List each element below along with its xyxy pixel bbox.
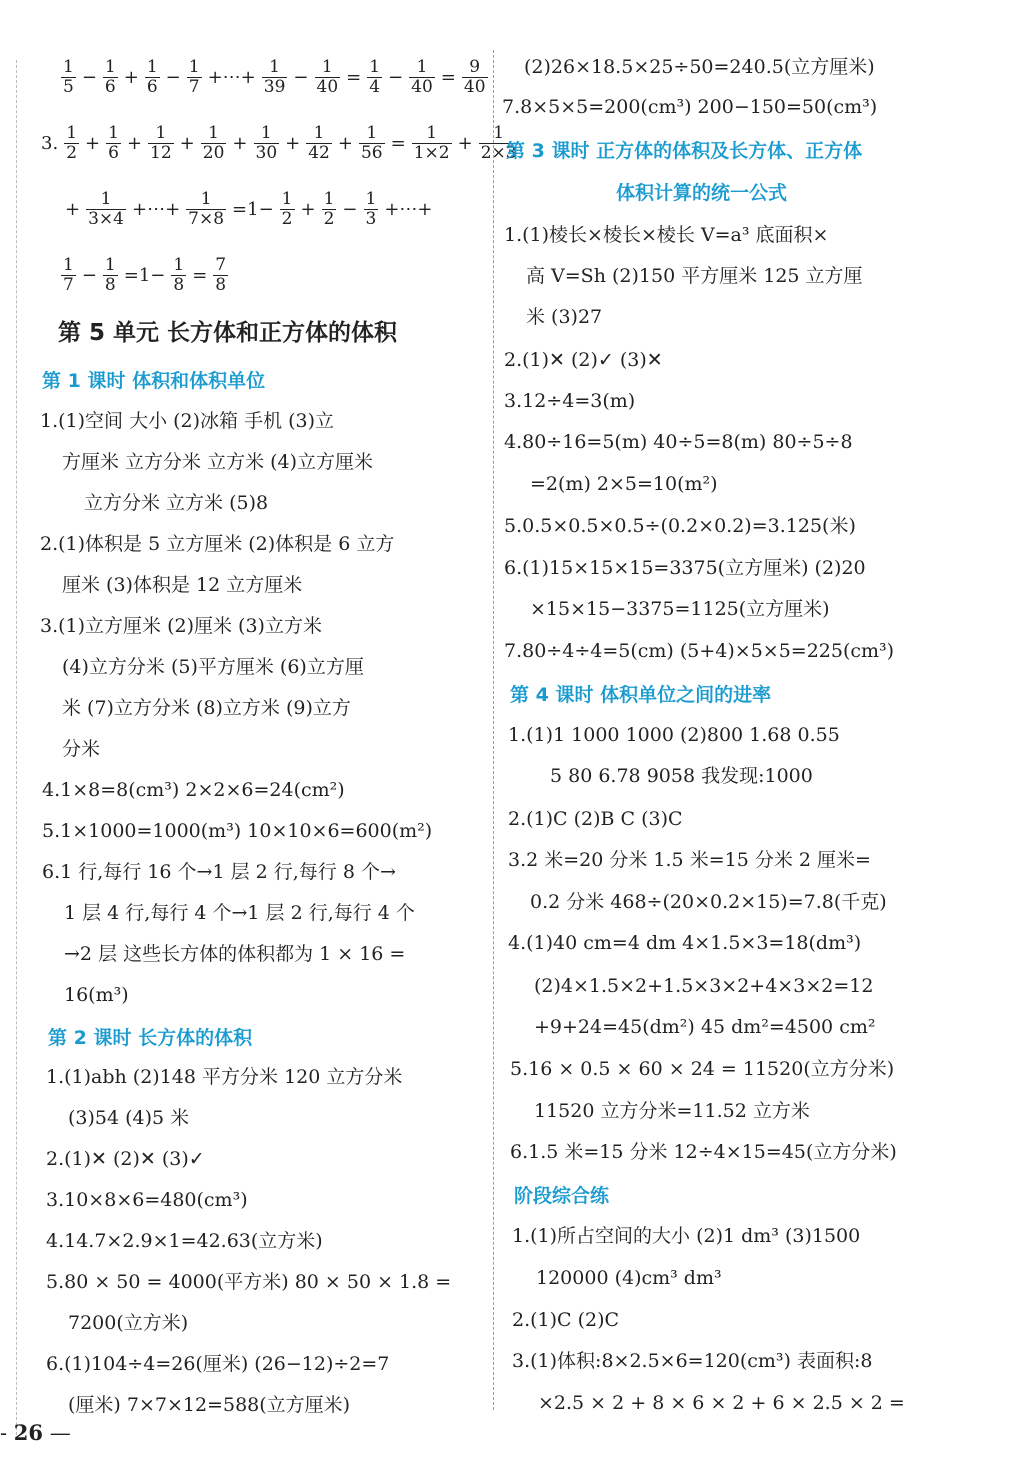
fraction-numerator: 1	[63, 57, 74, 77]
math-operator: =	[192, 264, 208, 286]
fraction	[364, 190, 379, 229]
lesson-3-heading: 第 3 课时 正方体的体积及长方体、正方体	[506, 140, 863, 162]
stage-review-heading: 阶段综合练	[514, 1185, 610, 1207]
fraction	[186, 190, 226, 229]
fraction-row-4	[58, 256, 231, 295]
answer-line: 3.(1)体积:8×2.5×6=120(cm³) 表面积:8	[512, 1350, 873, 1372]
math-operator: +	[300, 198, 316, 220]
answer-line: 4.14.7×2.9×1=42.63(立方米)	[46, 1230, 323, 1252]
fraction-numerator: 1	[86, 190, 126, 210]
fraction	[213, 256, 228, 295]
fraction	[262, 58, 288, 97]
lesson-1-heading: 第 1 课时 体积和体积单位	[42, 370, 266, 392]
lesson-4-heading: 第 4 课时 体积单位之间的进率	[510, 684, 772, 706]
answer-line: 1.(1)abh (2)148 平方分米 120 立方分米	[46, 1066, 403, 1088]
answer-line: 4.1×8=8(cm³) 2×2×6=24(cm²)	[42, 779, 345, 801]
answer-line: 1 层 4 行,每行 4 个→1 层 2 行,每行 4 个	[64, 902, 415, 924]
answer-line: (厘米) 7×7×12=588(立方厘米)	[68, 1394, 351, 1416]
answer-line: ×15×15−3375=1125(立方厘米)	[530, 598, 830, 620]
fraction-numerator: 1	[108, 123, 119, 143]
fraction-numerator: 1	[173, 255, 185, 275]
answer-line: 0.2 分米 468÷(20×0.2×15)=7.8(千克)	[530, 891, 887, 913]
fraction	[64, 124, 79, 163]
fraction-denominator: 56	[360, 143, 383, 163]
math-operator: +	[123, 66, 139, 88]
answer-line: 1.(1)棱长×棱长×棱长 V=a³ 底面积×	[504, 224, 829, 246]
page-edge-guide	[16, 60, 17, 1440]
fraction-numerator: 1	[186, 190, 226, 210]
fraction-denominator: 40	[463, 77, 486, 97]
math-operator: −	[293, 66, 309, 88]
fraction	[315, 58, 341, 97]
fraction-denominator: 39	[263, 77, 286, 97]
fraction	[462, 58, 488, 97]
answer-line: 6.(1)104÷4=26(厘米) (26−12)÷2=7	[46, 1353, 390, 1375]
fraction	[367, 58, 382, 97]
answer-line: 5.0.5×0.5×0.5÷(0.2×0.2)=3.125(米)	[504, 515, 856, 537]
answer-line: (2)26×18.5×25÷50=240.5(立方厘米)	[524, 56, 875, 78]
answer-line: 1.(1)1 1000 1000 (2)800 1.68 0.55	[508, 724, 840, 746]
answer-line: 1.(1)所占空间的大小 (2)1 dm³ (3)1500	[512, 1225, 861, 1247]
fraction	[306, 124, 332, 163]
fraction-numerator: 1	[479, 124, 519, 144]
fraction	[171, 256, 186, 295]
fraction-numerator: 1	[254, 124, 280, 144]
fraction-numerator: 1	[201, 124, 227, 144]
fraction-numerator: 1	[66, 123, 78, 143]
fraction-denominator: 8	[104, 275, 116, 295]
answer-line: 6.(1)15×15×15=3375(立方厘米) (2)20	[504, 557, 866, 579]
page-number: - 26 —	[0, 1420, 71, 1445]
fraction-numerator: 9	[462, 58, 488, 78]
fraction-denominator: 3	[365, 209, 377, 229]
fraction	[412, 124, 452, 163]
answer-line: 3.2 米=20 分米 1.5 米=15 分米 2 厘米=	[508, 849, 871, 871]
fraction	[148, 124, 174, 163]
answer-line: (2)4×1.5×2+1.5×3×2+4×3×2=12	[534, 975, 874, 997]
fraction-denominator: 7×8	[188, 209, 225, 229]
answer-line: 5.1×1000=1000(m³) 10×10×6=600(m²)	[42, 820, 433, 842]
fraction	[103, 58, 118, 97]
fraction-numerator: 1	[148, 124, 174, 144]
fraction-numerator: 1	[315, 58, 341, 78]
answer-line: =2(m) 2×5=10(m²)	[530, 473, 718, 495]
answer-line: ×2.5 × 2 + 8 × 6 × 2 + 6 × 2.5 × 2 =	[538, 1392, 905, 1414]
fraction	[254, 124, 280, 163]
answer-line: 6.1.5 米=15 分米 12÷4×15=45(立方分米)	[510, 1141, 897, 1163]
fraction	[409, 58, 435, 97]
lesson-3-heading-cont: 体积计算的统一公式	[616, 182, 788, 204]
answer-line: 2.(1)✕ (2)✓ (3)✕	[504, 349, 663, 371]
answer-line: →2 层 这些长方体的体积都为 1 × 16 =	[64, 943, 406, 965]
answer-line: 3.(1)立方厘米 (2)厘米 (3)立方米	[40, 615, 322, 637]
fraction-denominator: 3×4	[88, 209, 124, 229]
fraction-numerator: 1	[369, 57, 381, 77]
answer-line: 4.80÷16=5(m) 40÷5=8(m) 80÷5÷8	[504, 431, 853, 453]
answer-line: 6.1 行,每行 16 个→1 层 2 行,每行 8 个→	[42, 861, 396, 883]
fraction-numerator: 1	[409, 58, 435, 78]
fraction-denominator: 40	[316, 77, 339, 97]
fraction-denominator: 12	[150, 143, 172, 163]
fraction	[61, 58, 76, 97]
math-operator: +	[179, 132, 195, 154]
fraction-denominator: 2	[323, 209, 335, 229]
fraction-denominator: 2×3	[480, 143, 517, 163]
fraction	[201, 124, 227, 163]
fraction	[145, 58, 160, 97]
fraction-denominator: 5	[63, 77, 74, 97]
answer-line: 米 (3)27	[526, 306, 603, 328]
answer-line: (3)54 (4)5 米	[68, 1107, 190, 1129]
math-operator: +	[232, 132, 248, 154]
answer-line: 11520 立方分米=11.52 立方米	[534, 1100, 810, 1122]
math-operator: =1−	[123, 264, 166, 286]
fraction-denominator: 4	[369, 77, 381, 97]
math-operator: +⋯+	[384, 198, 433, 220]
fraction	[359, 124, 385, 163]
fraction-numerator: 1	[104, 57, 116, 77]
answer-line: 分米	[62, 738, 101, 760]
math-operator: −	[81, 66, 97, 88]
fraction-denominator: 7	[63, 275, 74, 295]
problem-number: +	[65, 198, 81, 220]
math-operator: −	[342, 198, 358, 220]
fraction-denominator: 20	[202, 143, 225, 163]
fraction	[86, 190, 126, 229]
fraction-denominator: 7	[188, 77, 200, 97]
answer-line: 米 (7)立方分米 (8)立方米 (9)立方	[62, 697, 351, 719]
answer-line: 高 V=Sh (2)150 平方厘米 125 立方厘	[526, 265, 863, 287]
unit-title: 第 5 单元 长方体和正方体的体积	[58, 320, 398, 346]
fraction-numerator: 1	[63, 255, 74, 275]
answer-line: 16(m³)	[64, 984, 129, 1006]
math-operator: =1−	[232, 198, 274, 220]
fraction	[322, 190, 337, 229]
answer-line: 1.(1)空间 大小 (2)冰箱 手机 (3)立	[40, 410, 335, 432]
math-operator: −	[81, 264, 97, 286]
math-operator: +	[126, 132, 143, 154]
answer-line: 3.12÷4=3(m)	[504, 390, 636, 412]
fraction-numerator: 1	[104, 255, 116, 275]
fraction-row-2	[38, 124, 522, 163]
answer-line: 3.10×8×6=480(cm³)	[46, 1189, 248, 1211]
page-number-value: 26	[13, 1420, 44, 1445]
fraction-denominator: 30	[255, 143, 278, 163]
fraction-numerator: 1	[306, 124, 332, 144]
answer-line: 方厘米 立方分米 立方米 (4)立方厘米	[62, 451, 374, 473]
fraction-denominator: 42	[308, 143, 330, 163]
math-operator: =	[346, 66, 362, 88]
answer-line: 5 80 6.78 9058 我发现:1000	[550, 765, 813, 787]
answer-line: 120000 (4)cm³ dm³	[536, 1267, 722, 1289]
fraction	[61, 256, 76, 295]
math-operator: +⋯+	[207, 66, 256, 88]
fraction-denominator: 1×2	[413, 143, 450, 163]
answer-line: 立方分米 立方米 (5)8	[84, 492, 269, 514]
fraction-numerator: 1	[412, 124, 452, 144]
answer-line: 5.80 × 50 = 4000(平方米) 80 × 50 × 1.8 =	[46, 1271, 452, 1293]
fraction-denominator: 2	[66, 143, 78, 163]
fraction-row-3	[62, 190, 436, 229]
answer-line: 7.8×5×5=200(cm³) 200−150=50(cm³)	[502, 96, 878, 118]
math-operator: +	[457, 132, 473, 154]
answer-line: 2.(1)体积是 5 立方厘米 (2)体积是 6 立方	[40, 533, 395, 555]
fraction-numerator: 1	[359, 124, 385, 144]
math-operator: −	[388, 66, 404, 88]
fraction	[187, 58, 202, 97]
answer-line: (4)立方分米 (5)平方厘米 (6)立方厘	[62, 656, 364, 678]
fraction-denominator: 40	[411, 77, 433, 97]
fraction-numerator: 1	[323, 189, 335, 209]
answer-line: 5.16 × 0.5 × 60 × 24 = 11520(立方分米)	[510, 1058, 895, 1080]
fraction-denominator: 6	[146, 77, 158, 97]
answer-line: 厘米 (3)体积是 12 立方厘米	[62, 574, 303, 596]
fraction-denominator: 2	[281, 209, 293, 229]
math-operator: +	[285, 132, 301, 154]
fraction-numerator: 1	[262, 58, 288, 78]
fraction-row-1	[58, 58, 491, 97]
math-operator: +⋯+	[131, 198, 181, 220]
math-operator: =	[440, 66, 456, 88]
answer-line: 7.80÷4÷4=5(cm) (5+4)×5×5=225(cm³)	[504, 640, 895, 662]
fraction	[103, 256, 118, 295]
fraction-denominator: 6	[108, 143, 119, 163]
answer-line: 4.(1)40 cm=4 dm 4×1.5×3=18(dm³)	[508, 932, 862, 954]
column-divider	[493, 50, 494, 1410]
answer-line: +9+24=45(dm²) 45 dm²=4500 cm²	[534, 1016, 876, 1038]
math-operator: −	[165, 66, 181, 88]
math-operator: =	[390, 132, 406, 154]
fraction	[106, 124, 121, 163]
fraction	[280, 190, 295, 229]
fraction-numerator: 1	[281, 189, 293, 209]
problem-number: 3.	[41, 132, 59, 154]
fraction-numerator: 1	[188, 57, 200, 77]
fraction-numerator: 1	[365, 189, 377, 209]
fraction-denominator: 8	[215, 275, 227, 295]
math-operator: +	[337, 132, 353, 154]
fraction-numerator: 1	[146, 57, 158, 77]
answer-line: 7200(立方米)	[68, 1312, 189, 1334]
answer-line: 2.(1)✕ (2)✕ (3)✓	[46, 1148, 205, 1170]
fraction-denominator: 6	[104, 77, 116, 97]
answer-line: 2.(1)C (2)B C (3)C	[508, 808, 683, 830]
math-operator: +	[85, 132, 101, 154]
answer-line: 2.(1)C (2)C	[512, 1309, 620, 1331]
lesson-2-heading: 第 2 课时 长方体的体积	[48, 1027, 253, 1049]
fraction-numerator: 7	[215, 255, 227, 275]
fraction-denominator: 8	[173, 275, 185, 295]
